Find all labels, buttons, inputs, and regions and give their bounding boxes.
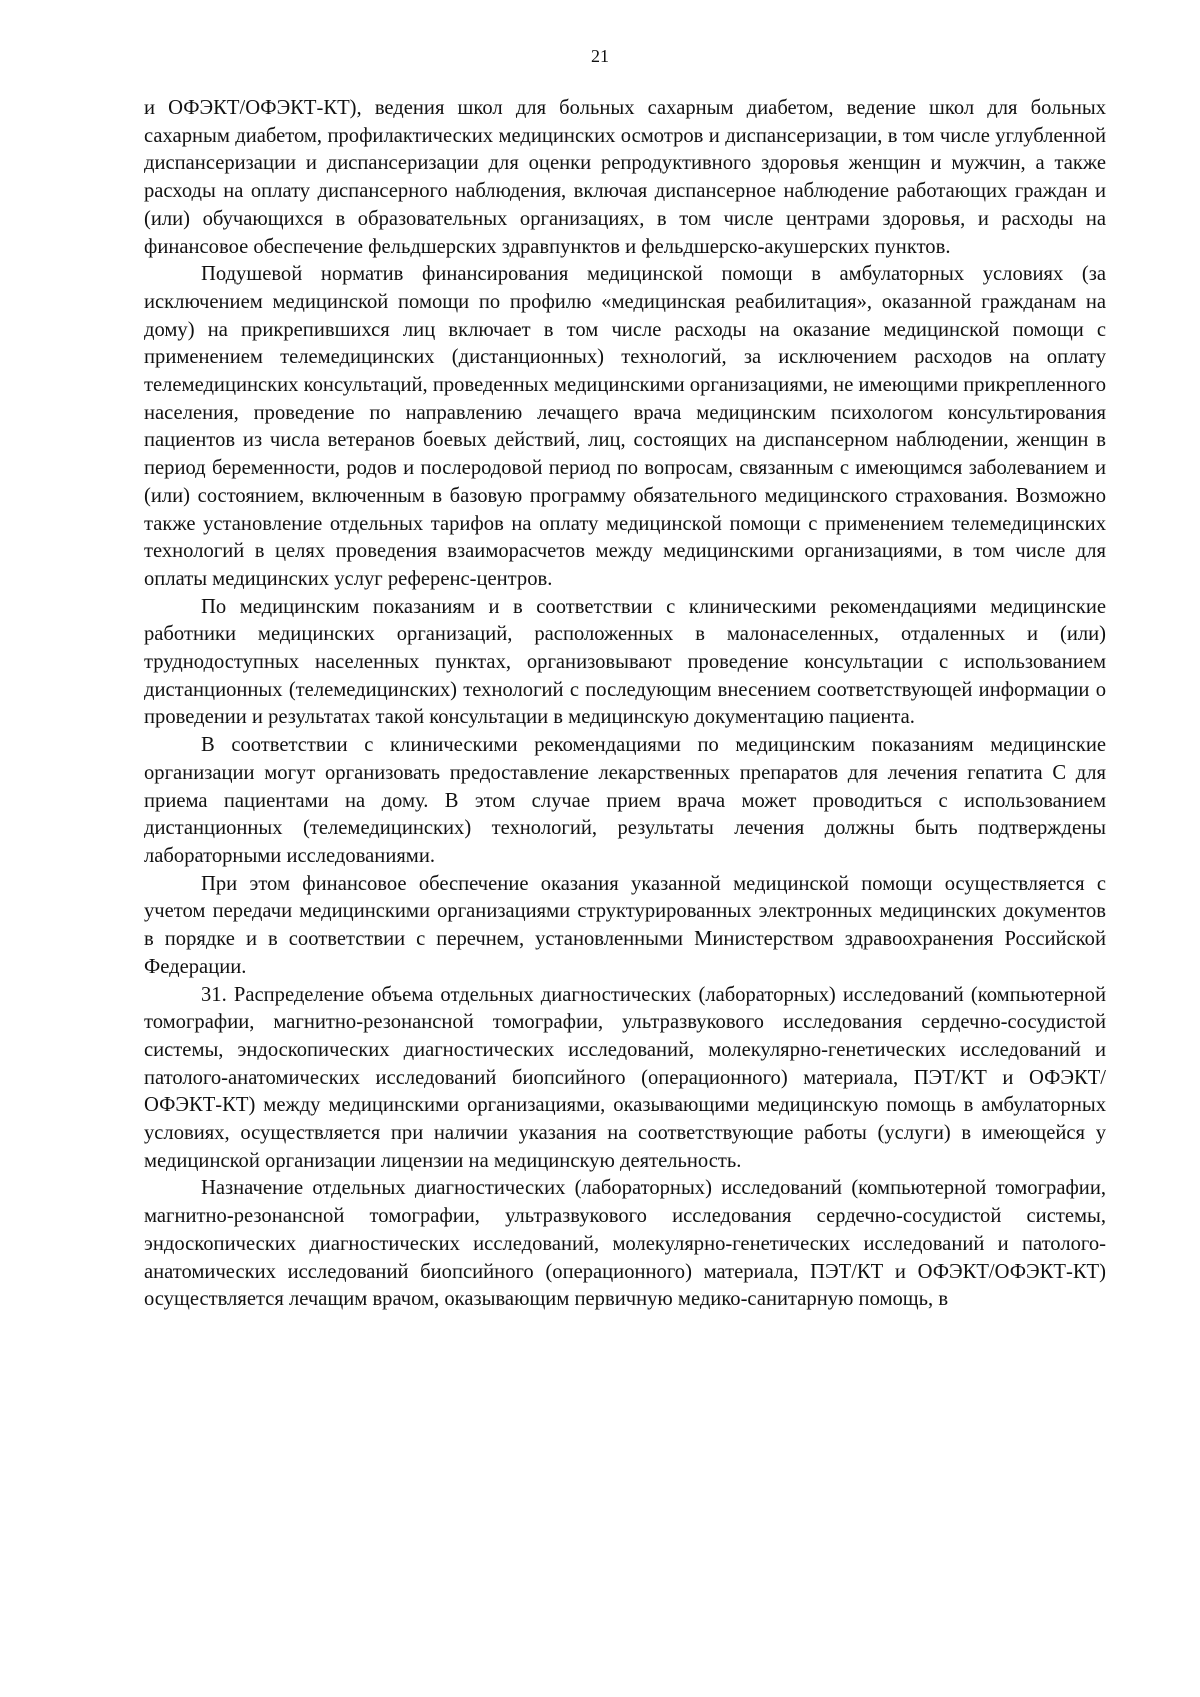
page-number: 21 xyxy=(591,46,609,66)
paragraph-hepatitis-c: В соответствии с клиническими рекомендациями по медицинским показаниям медицинские организации могут организовать предоставление лекарственных препаратов для лечения гепатита С для приема пациентами на дому. В этом случае прием врача может проводиться с использованием дистанционных (телемедицинских) технологий, результаты лечения должны быть подтверждены лабораторными исследованиями. xyxy=(144,734,1106,867)
paragraph-prescription: Назначение отдельных диагностических (лабораторных) исследований (компьютерной томографии, магнитно-резонансной томографии, ультразвукового исследования сердечно-сосудистой системы, эндоскопических диагностических исследований, молекулярно-генетических исследований и патолого-анатомических исследований биопсийного (операционного) материала, ПЭТ/КТ и ОФЭКТ/ОФЭКТ-КТ) осуществляется лечащим врачом, оказывающим первичную медико-санитарную помощь, в xyxy=(144,1177,1106,1311)
paragraph-per-capita-standard: Подушевой норматив финансирования медицинской помощи в амбулаторных условиях (за исключением медицинской помощи по профилю «медицинская реабилитация», оказанной гражданам на дому) на прикрепившихся лиц включает в том числе расходы на оказание медицинской помощи с применением телемедицинских (дистанционных) технологий, за исключением расходов на оплату телемедицинских консультаций, проведенных медицинскими организациями, не имеющими прикрепленного населения, проведение по направлению лечащего врача медицинским психологом консультирования пациентов из числа ветеранов боевых действий, лиц, состоящих на диспансерном наблюдении, женщин в период беременности, родов и послеродовой период по вопросам, связанным с имеющимся заболеванием и (или) состоянием, включенным в базовую программу обязательного медицинского страхования. Возможно также установление отдельных тарифов на оплату медицинской помощи с применением телемедицинских технологий в целях проведения взаиморасчетов между медицинскими организациями, в том числе для оплаты медицинских услуг референс-центров. xyxy=(144,263,1106,590)
paragraph-continuation: и ОФЭКТ/ОФЭКТ-КТ), ведения школ для больных сахарным диабетом, ведение школ для больных сахарным диабетом, профилактических медицинских осмотров и диспансеризации, в том числе углубленной диспансеризации и диспансеризации для оценки репродуктивного здоровья женщин и мужчин, а также расходы на оплату диспансерного наблюдения, включая диспансерное наблюдение работающих граждан и (или) обучающихся в образовательных организациях, в том числе центрами здоровья, и расходы на финансовое обеспечение фельдшерских здравпунктов и фельдшерско-акушерских пунктов. xyxy=(144,97,1106,258)
paragraph-financing: При этом финансовое обеспечение оказания указанной медицинской помощи осуществляется с учетом передачи медицинскими организациями структурированных электронных медицинских документов в порядке и в соответствии с перечнем, установленными Министерством здравоохранения Российской Федерации. xyxy=(144,872,1106,978)
paragraph-remote-consultation: По медицинским показаниям и в соответствии с клиническими рекомендациями медицинские работники медицинских организаций, расположенных в малонаселенных, отдаленных и (или) труднодоступных населенных пунктах, организовывают проведение консультации с использованием дистанционных (телемедицинских) технологий с последующим внесением соответствующей информации о проведении и результатах такой консультации в медицинскую документацию пациента. xyxy=(144,595,1106,729)
document-body xyxy=(144,95,1106,1314)
paragraph-item-31: 31. Распределение объема отдельных диагностических (лабораторных) исследований (компьютерной томографии, магнитно-резонансной томографии, ультразвукового исследования сердечно-сосудистой системы, эндоскопических диагностических исследований, молекулярно-генетических исследований и патолого-анатомических исследований биопсийного (операционного) материала, ПЭТ/КТ и ОФЭКТ/ОФЭКТ-КТ) между медицинскими организациями, оказывающими медицинскую помощь в амбулаторных условиях, осуществляется при наличии указания на соответствующие работы (услуги) в имеющейся у медицинской организации лицензии на медицинскую деятельность. xyxy=(144,983,1106,1172)
